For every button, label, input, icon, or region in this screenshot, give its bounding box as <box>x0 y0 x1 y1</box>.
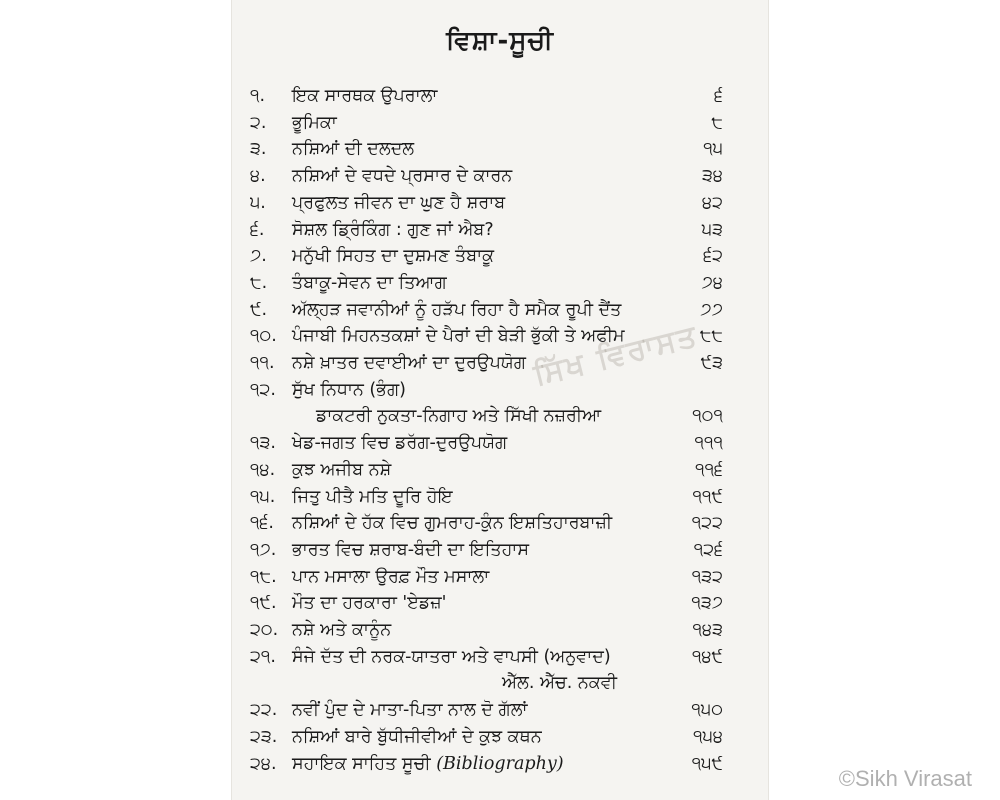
toc-entry-title <box>292 724 542 750</box>
toc-page-number: ੪੨ <box>702 192 723 213</box>
toc-entry-text: ਨਸ਼ਿਆਂ ਦੇ ਹੱਕ ਵਿਚ ਗੁਮਰਾਹ-ਕੁੰਨ ਇਸ਼ਤਿਹਾਰਬਾਜ਼ੀ <box>292 513 613 534</box>
toc-entry-number: ੩. <box>250 139 267 160</box>
toc-entry-text: ਪਾਨ ਮਸਾਲਾ ਉਰਫ਼ ਮੌਤ ਮਸਾਲਾ <box>292 566 490 587</box>
toc-entry-title <box>292 297 621 323</box>
toc-page-number: ੬੨ <box>703 246 723 267</box>
page-title: ਵਿਸ਼ਾ-ਸੂਚੀ <box>446 26 554 56</box>
toc-entry <box>232 537 768 563</box>
toc-entry-text: ਭੂਮਿਕਾ <box>292 112 337 133</box>
toc-entry-number: ੮. <box>250 272 268 293</box>
toc-entry <box>232 217 768 243</box>
toc-entry <box>232 724 768 750</box>
book-page <box>232 0 768 800</box>
toc-entry-title <box>292 590 446 616</box>
toc-entry <box>232 270 768 296</box>
toc-entry-number: ੨੩. <box>250 726 278 747</box>
toc-page-number: ੫੩ <box>701 219 723 240</box>
toc-entry-number: ੭. <box>250 246 267 267</box>
toc-entry-text: ਖੇਡ-ਜਗਤ ਵਿਚ ਡਰੱਗ-ਦੁਰਉਪਯੋਗ <box>292 433 508 454</box>
toc-entry-number: ੨੧. <box>250 646 276 667</box>
toc-entry-text: ਨਸ਼ਿਆਂ ਬਾਰੇ ਬੁੱਧੀਜੀਵੀਆਂ ਦੇ ਕੁਝ ਕਥਨ <box>292 726 542 747</box>
toc-entry-number: ੧. <box>250 86 266 106</box>
toc-entry-number: ੨੪. <box>250 753 277 774</box>
toc-entry-number: ੨੦. <box>250 620 279 640</box>
toc-entry <box>232 190 768 216</box>
toc-entry-text: ਨਸ਼ਿਆਂ ਦੀ ਦਲਦਲ <box>292 139 415 160</box>
toc-entry-title <box>292 484 453 510</box>
toc-entry-text: ਮੌਤ ਦਾ ਹਰਕਾਰਾ 'ਏਡਜ਼' <box>292 593 447 614</box>
toc-continuation <box>232 403 768 429</box>
toc-entry-text: ਸੋਸ਼ਲ ਡ੍ਰਿੰਕਿੰਗ : ਗੁਣ ਜਾਂ ਐਬ? <box>292 219 494 240</box>
toc-entry-text: ਸੁੱਖ ਨਿਧਾਨ (ਭੰਗ) <box>292 379 406 400</box>
toc-entry-title <box>316 403 601 429</box>
toc-entry-number: ੧੬. <box>250 513 274 534</box>
toc-page-number: ੧੫੦ <box>691 700 723 721</box>
toc-entry-number: ੯. <box>250 299 268 320</box>
toc-entry-title <box>292 270 447 296</box>
toc-entry-title <box>292 510 612 536</box>
toc-page-number: ੩੪ <box>702 166 723 187</box>
toc-entry-text: ਕੁਝ ਅਜੀਬ ਨਸ਼ੇ <box>292 459 392 480</box>
toc-entry <box>232 163 768 189</box>
toc-entry-text: ਨਸ਼ੇ ਖ਼ਾਤਰ ਦਵਾਈਆਂ ਦਾ ਦੁਰਉਪਯੋਗ <box>292 353 526 373</box>
toc-entry-text: ਅੱਲ੍ਹੜ ਜਵਾਨੀਆਂ ਨੂੰ ਹੜੱਪ ਰਿਹਾ ਹੈ ਸਮੈਕ ਰੂਪੀ ਦੈਂਤ <box>292 299 622 320</box>
toc-page-number: ੮ <box>711 112 723 133</box>
toc-entry-number: ੬. <box>250 219 265 240</box>
toc-entry-title <box>292 243 494 269</box>
toc-entry-suffix: (Bibliography) <box>436 753 564 774</box>
toc-entry-number: ੨੨. <box>250 700 278 721</box>
toc-entry <box>232 457 768 483</box>
toc-page-number: ੧੩੭ <box>691 593 723 614</box>
toc-page-number: ੧੦੧ <box>692 406 723 427</box>
toc-page-number: ੧੫੯ <box>691 753 723 774</box>
toc-entry <box>232 590 768 616</box>
toc-entry-title <box>292 377 406 403</box>
toc-entry-text: ਇਕ ਸਾਰਥਕ ਉਪਰਾਲਾ <box>292 86 438 106</box>
toc-page-number: ੧੪੩ <box>692 620 723 640</box>
toc-entry-number: ੨. <box>250 112 267 133</box>
toc-entry-title <box>292 644 611 670</box>
toc-entry-text: ਐੱਲ. ਐੱਚ. ਨਕਵੀ <box>502 673 617 694</box>
toc-entry <box>232 510 768 536</box>
toc-page-number: ੧੨੨ <box>691 513 723 534</box>
toc-entry-title <box>292 617 391 643</box>
toc-entry-title <box>292 163 512 189</box>
toc-entry-text: ਨਸ਼ਿਆਂ ਦੇ ਵਧਦੇ ਪ੍ਰਸਾਰ ਦੇ ਕਾਰਨ <box>292 166 513 187</box>
toc-entry-title <box>292 751 564 777</box>
toc-entry-text: ਨਵੀਂ ਪੁੰਦ ਦੇ ਮਾਤਾ-ਪਿਤਾ ਨਾਲ ਦੋ ਗੱਲਾਂ <box>292 700 528 721</box>
toc-entry-title <box>292 537 529 563</box>
toc-entry-text: ਡਾਕਟਰੀ ਨੁਕਤਾ-ਨਿਗਾਹ ਅਤੇ ਸਿੱਖੀ ਨਜ਼ਰੀਆ <box>316 406 602 427</box>
toc-entry-title <box>292 217 494 243</box>
watermark-stamp: ਸਿੱਖ ਵਿਰਾਸਤ <box>530 318 702 393</box>
toc-entry-title <box>292 430 507 456</box>
toc-author-line <box>232 670 768 696</box>
toc-entry <box>232 644 768 670</box>
toc-entry <box>232 430 768 456</box>
toc-entry-title <box>292 83 437 109</box>
toc-entry-text: ਭਾਰਤ ਵਿਚ ਸ਼ਰਾਬ-ਬੰਦੀ ਦਾ ਇਤਿਹਾਸ <box>292 539 529 560</box>
toc-entry-text: ਜਿਤੁ ਪੀਤੈ ਮਤਿ ਦੂਰਿ ਹੋਇ <box>292 486 453 507</box>
toc-entry-title <box>292 350 526 376</box>
toc-entry-number: ੧੦. <box>250 326 277 347</box>
toc-entry-number: ੧੯. <box>250 593 277 614</box>
toc-page-number: ੭੪ <box>701 272 723 293</box>
toc-entry-text: ਸੰਜੇ ਦੱਤ ਦੀ ਨਰਕ-ਯਾਤਰਾ ਅਤੇ ਵਾਪਸੀ (ਅਨੁਵਾਦ) <box>292 646 611 667</box>
toc-entry-title <box>292 697 527 723</box>
toc-entry-title <box>292 457 391 483</box>
toc-entry-title <box>292 190 505 216</box>
toc-entry <box>232 617 768 643</box>
toc-entry-text: ਨਸ਼ੇ ਅਤੇ ਕਾਨੂੰਨ <box>292 620 392 640</box>
toc-entry <box>232 751 768 777</box>
toc-entry <box>232 136 768 162</box>
toc-entry <box>232 697 768 723</box>
toc-page-number: ੬ <box>714 86 723 106</box>
toc-entry-number: ੧੪. <box>250 459 276 480</box>
toc-entry <box>232 484 768 510</box>
toc-entry-text: ਪੰਜਾਬੀ ਮਿਹਨਤਕਸ਼ਾਂ ਦੇ ਪੈਰਾਂ ਦੀ ਬੇੜੀ ਭੁੱਕੀ ਤੇ ਅਫੀਮ <box>292 326 625 347</box>
toc-entry-number: ੫. <box>250 192 266 213</box>
toc-page-number: ੭੭ <box>700 299 723 320</box>
toc-entry-title <box>292 564 489 590</box>
toc-page-number: ੧੫੪ <box>693 726 723 747</box>
toc-entry-text: ਮਨੁੱਖੀ ਸਿਹਤ ਦਾ ਦੁਸ਼ਮਣ ਤੰਬਾਕੂ <box>292 246 495 267</box>
toc-entry-number: ੧੩. <box>250 433 276 454</box>
toc-entry-text: ਸਹਾਇਕ ਸਾਹਿਤ ਸੂਚੀ <box>292 753 431 774</box>
toc-page-number: ੧੩੨ <box>691 566 723 587</box>
toc-page-number: ੧੨੬ <box>693 539 723 560</box>
toc-page-number: ੧੧੬ <box>695 459 723 480</box>
copyright-watermark: ©Sikh Virasat <box>838 766 972 791</box>
toc-page-number: ੮੮ <box>699 326 723 347</box>
toc-entry-number: ੧੮. <box>250 566 277 587</box>
toc-entry-number: ੧੧. <box>250 353 275 373</box>
toc-entry-title <box>292 323 625 349</box>
toc-entry <box>232 377 768 403</box>
toc-page-number: ੯੩ <box>700 353 723 373</box>
toc-entry <box>232 243 768 269</box>
toc-entry <box>232 564 768 590</box>
toc-entry-number: ੪. <box>250 166 266 187</box>
toc-page-number: ੧੧੧ <box>694 433 723 454</box>
toc-entry <box>232 110 768 136</box>
toc-entry-title <box>502 670 617 696</box>
toc-entry-title <box>292 136 414 162</box>
toc-entry-number: ੧੫. <box>250 486 276 507</box>
toc-entry <box>232 83 768 109</box>
toc-entry-text: ਤੰਬਾਕੂ-ਸੇਵਨ ਦਾ ਤਿਆਗ <box>292 272 447 293</box>
toc-entry-number: ੧੭. <box>250 539 277 560</box>
toc-entry-title <box>292 110 337 136</box>
toc-page-number: ੧੪੯ <box>691 646 723 667</box>
toc-entry-text: ਪ੍ਰਫੁਲਤ ਜੀਵਨ ਦਾ ਘੁਣ ਹੈ ਸ਼ਰਾਬ <box>292 192 506 213</box>
toc-page-number: ੧੫ <box>703 139 723 160</box>
toc-entry-number: ੧੨. <box>250 379 276 400</box>
toc-page-number: ੧੧੯ <box>692 486 723 507</box>
